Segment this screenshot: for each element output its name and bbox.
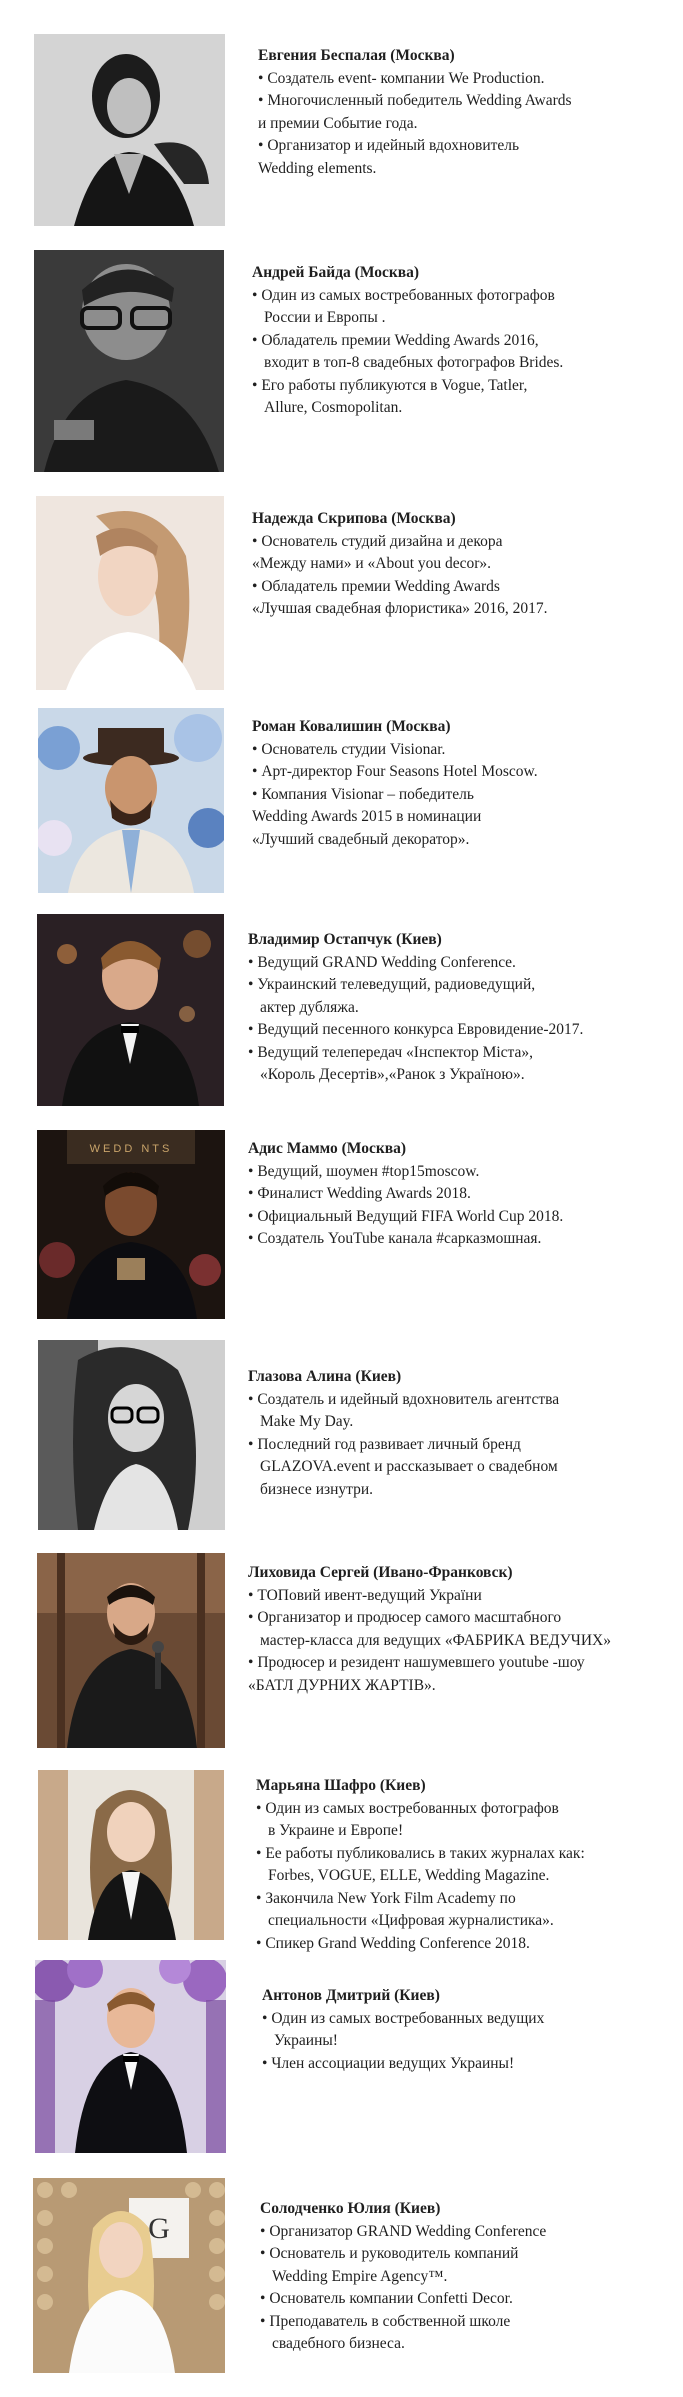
bio-line: • ТОПовий ивент-ведущий України (248, 1585, 678, 1608)
portrait-image (35, 1960, 226, 2153)
portrait-image (38, 1340, 225, 1530)
bio-line: • Последний год развивает личный бренд (248, 1434, 678, 1457)
speaker-name: Лиховида Сергей (Ивано-Франковск) (248, 1564, 513, 1581)
speaker-name: Владимир Остапчук (Киев) (248, 931, 442, 948)
bio-line: • Организатор и идейный вдохновитель (258, 135, 683, 158)
bio-line: • Арт-директор Four Seasons Hotel Moscow. (252, 761, 682, 784)
portrait-image (36, 496, 224, 690)
speaker-photo (35, 1960, 226, 2153)
bio-line: Украины! (274, 2032, 338, 2049)
speaker-name: Глазова Алина (Киев) (248, 1368, 402, 1385)
speaker-info (252, 716, 682, 851)
portrait-image (37, 914, 224, 1106)
bio-line: • Компания Visionar – победитель (252, 784, 682, 807)
bio-line: и премии Событие года. (258, 114, 418, 132)
bio-line: «БАТЛ ДУРНИХ ЖАРТІВ». (248, 1676, 436, 1694)
bio-line: • Официальный Ведущий FIFA World Cup 2018. (248, 1206, 678, 1229)
bio-line: • Один из самых востребованных фотографов (252, 285, 682, 308)
bio-line: Allure, Cosmopolitan. (264, 399, 403, 416)
bio-line: • Украинский телеведущий, радиоведущий, (248, 974, 678, 997)
portrait-image (38, 708, 224, 893)
bio-line: «Между нами» и «About you decor». (252, 555, 492, 572)
bio-line: • Создатель и идейный вдохновитель агентства (248, 1389, 678, 1412)
bio-line: • Ведущий телепередач «Iнспектор Мiста», (248, 1042, 678, 1065)
bio-line: • Один из самых востребованных ведущих (262, 2008, 683, 2031)
speaker-info (256, 1775, 683, 1955)
bio-line: • Закончила New York Film Academy по (256, 1888, 683, 1911)
bio-line: • Основатель компании Confetti Decor. (260, 2288, 683, 2311)
bio-line: актер дубляжа. (260, 998, 359, 1016)
bio-line: • Организатор и продюсер самого масштабного (248, 1607, 678, 1630)
speaker-photo (37, 914, 224, 1106)
speaker-photo (38, 708, 224, 893)
bio-line: Make My Day. (260, 1413, 354, 1430)
speaker-name: Марьяна Шафро (Киев) (256, 1777, 426, 1794)
bio-line: «Король Десертів»,«Ранок з Україною». (260, 1066, 525, 1083)
speaker-photo (38, 1340, 225, 1530)
speaker-name: Андрей Байда (Москва) (252, 264, 420, 281)
speaker-info (262, 1985, 683, 2075)
bio-line: входит в топ-8 свадебных фотографов Brides. (264, 354, 564, 371)
speaker-info (248, 929, 678, 1087)
bio-line: • Создатель YouTube канала #сарказмошная. (248, 1228, 678, 1251)
bio-line: • Обладатель премии Wedding Awards 2016, (252, 330, 682, 353)
bio-line: «Лучший свадебный декоратор». (252, 830, 470, 848)
bio-line: • Основатель студий дизайна и декора (252, 531, 682, 554)
speaker-photo (34, 34, 225, 226)
bio-line: • Обладатель премии Wedding Awards (252, 576, 682, 599)
speaker-info (248, 1562, 678, 1697)
bio-line: специальности «Цифровая журналистика». (268, 1912, 554, 1929)
bio-line: Wedding Awards 2015 в номинации (252, 808, 482, 825)
bio-line: • Преподаватель в собственной школе (260, 2311, 683, 2334)
speaker-photo (33, 2178, 225, 2373)
bio-line: Forbes, VOGUE, ELLE, Wedding Magazine. (268, 1867, 550, 1884)
bio-line: • Ее работы публиковались в таких журналах как: (256, 1843, 683, 1866)
portrait-image (38, 1770, 224, 1940)
bio-line: • Спикер Grand Wedding Conference 2018. (256, 1933, 683, 1956)
bio-line: • Многочисленный победитель Wedding Awards (258, 90, 683, 113)
speaker-name: Адис Маммо (Москва) (248, 1140, 407, 1157)
bio-line: Wedding Empire Agency™. (272, 2267, 448, 2285)
bio-line: России и Европы . (264, 309, 386, 326)
bio-line: GLAZOVA.event и рассказывает о свадебном (260, 1458, 558, 1475)
speaker-photo (34, 250, 224, 472)
bio-line: • Ведущий, шоумен #top15moscow. (248, 1161, 678, 1184)
bio-line: • Организатор GRAND Wedding Conference (260, 2221, 683, 2244)
bio-line: • Один из самых востребованных фотографов (256, 1798, 683, 1821)
portrait-image (34, 250, 224, 472)
speaker-photo (37, 1130, 225, 1319)
speaker-info (248, 1138, 678, 1251)
speaker-name: Солодченко Юлия (Киев) (260, 2200, 441, 2217)
bio-line: • Его работы публикуются в Vogue, Tatler, (252, 375, 682, 398)
portrait-image (34, 34, 225, 226)
bio-line: Wedding elements. (258, 159, 377, 177)
bio-line: бизнесе изнутри. (260, 1480, 374, 1498)
bio-line: мастер-класса для ведущих «ФАБРИКА ВЕДУЧИХ» (260, 1631, 611, 1649)
speaker-photo (37, 1553, 225, 1748)
portrait-image (37, 1553, 225, 1748)
bio-line: • Продюсер и резидент нашумевшего youtube -шоу (248, 1652, 678, 1675)
badge-text: G (148, 2212, 170, 2245)
bio-line: • Создатель event- компании We Production. (258, 68, 683, 91)
speaker-name: Антонов Дмитрий (Киев) (262, 1987, 440, 2004)
speaker-photo (38, 1770, 224, 1940)
bio-line: • Основатель и руководитель компаний (260, 2243, 683, 2266)
bio-line: свадебного бизнеса. (272, 2335, 405, 2352)
speaker-name: Роман Ковалишин (Москва) (252, 718, 451, 735)
bio-line: • Основатель студии Visionar. (252, 739, 682, 762)
bio-line: • Финалист Wedding Awards 2018. (248, 1183, 678, 1206)
speaker-info (252, 262, 682, 420)
bio-line: • Ведущий GRAND Wedding Conference. (248, 952, 678, 975)
speaker-name: Надежда Скрипова (Москва) (252, 510, 456, 527)
portrait-image (37, 1130, 225, 1319)
speaker-name: Евгения Беспалая (Москва) (258, 47, 455, 64)
portrait-image (33, 2178, 225, 2373)
speaker-info (252, 508, 682, 621)
bio-line: • Ведущий песенного конкурса Евровидение-2017. (248, 1019, 678, 1042)
bio-line: в Украине и Европе! (268, 1822, 404, 1839)
bio-line: • Член ассоциации ведущих Украины! (262, 2053, 683, 2076)
speaker-info (260, 2198, 683, 2356)
speaker-info (258, 45, 683, 180)
svg-text:WEDD NTS: WEDD NTS (89, 1143, 173, 1155)
speaker-photo (36, 496, 224, 690)
speaker-info (248, 1366, 678, 1501)
bio-line: «Лучшая свадебная флористика» 2016, 2017. (252, 600, 548, 617)
